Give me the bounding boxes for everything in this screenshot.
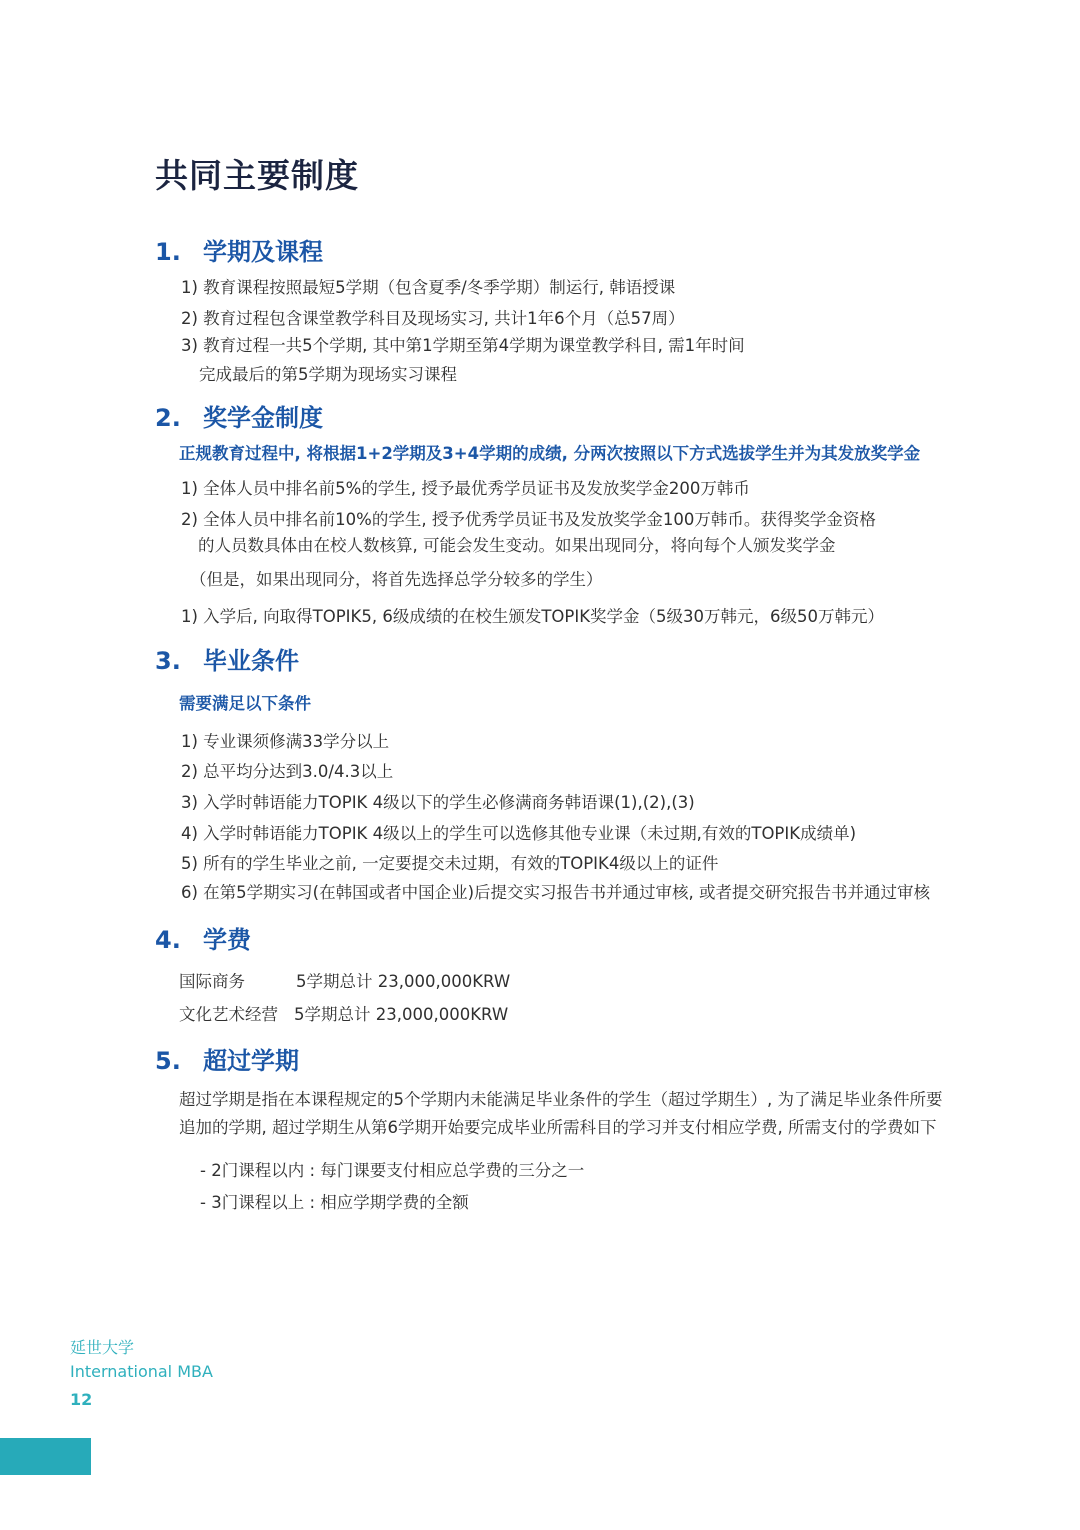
list-item: 1) 入学后, 向取得TOPIK5, 6级成绩的在校生颁发TOPIK奖学金（5级30万韩元，6级50万韩元）	[181, 607, 885, 626]
section-title: 奖学金制度	[203, 404, 323, 432]
list-item: 6) 在第5学期实习(在韩国或者中国企业)后提交实习报告书并通过审核, 或者提交研究报告书并通过审核	[181, 883, 931, 902]
list-item-continuation: 的人员数具体由在校人数核算, 可能会发生变动。如果出现同分，将向每个人颁发奖学金	[198, 536, 836, 555]
fee-program: 文化艺术经营	[179, 1005, 278, 1024]
footer-accent-bar	[0, 1438, 91, 1475]
section-number: 5.	[155, 1047, 181, 1075]
list-item: 4) 入学时韩语能力TOPIK 4级以上的学生可以选修其他专业课（未过期,有效的TOPIK成绩单)	[181, 824, 857, 843]
section-number: 1.	[155, 238, 181, 266]
paragraph-line: 超过学期是指在本课程规定的5个学期内未能满足毕业条件的学生（超过学期生）, 为了满足毕业条件所要	[179, 1090, 943, 1109]
section-intro: 需要满足以下条件	[179, 694, 311, 713]
footer-university: 延世大学	[70, 1338, 135, 1357]
list-item: 1) 教育课程按照最短5学期（包含夏季/冬季学期）制运行, 韩语授课	[181, 278, 676, 297]
list-item: 2) 教育过程包含课堂教学科目及现场实习, 共计1年6个月（总57周）	[181, 309, 685, 328]
section-5-heading	[155, 1041, 299, 1076]
list-item: 3) 入学时韩语能力TOPIK 4级以下的学生必修满商务韩语课(1),(2),(3)	[181, 793, 695, 812]
section-4-heading	[155, 920, 251, 955]
paragraph-line: 追加的学期, 超过学期生从第6学期开始要完成毕业所需科目的学习并支付相应学费, 所需支付的学费如下	[179, 1118, 937, 1137]
section-1-heading	[155, 232, 323, 267]
list-item-continuation: 完成最后的第5学期为现场实习课程	[199, 365, 457, 384]
list-item: - 2门课程以内 : 每门课要支付相应总学费的三分之一	[200, 1161, 585, 1180]
section-number: 3.	[155, 647, 181, 675]
footer-program: International MBA	[70, 1362, 213, 1381]
list-item-note: （但是，如果出现同分，将首先选择总学分较多的学生）	[190, 570, 603, 589]
section-3-heading	[155, 641, 299, 676]
list-item: 1) 专业课须修满33学分以上	[181, 732, 390, 751]
page-title: 共同主要制度	[155, 156, 359, 195]
list-item: 2) 总平均分达到3.0/4.3以上	[181, 762, 394, 781]
list-item: 2) 全体人员中排名前10%的学生, 授予优秀学员证书及发放奖学金100万韩币。获得奖学金资格	[181, 510, 876, 529]
list-item: - 3门课程以上 : 相应学期学费的全额	[200, 1193, 469, 1212]
section-title: 学期及课程	[203, 238, 323, 266]
section-intro: 正规教育过程中, 将根据1+2学期及3+4学期的成绩, 分两次按照以下方式选拔学生并为其发放奖学金	[179, 444, 921, 463]
section-number: 2.	[155, 404, 181, 432]
list-item: 5) 所有的学生毕业之前, 一定要提交未过期，有效的TOPIK4级以上的证件	[181, 854, 719, 873]
section-title: 超过学期	[203, 1047, 299, 1075]
page-number: 12	[70, 1390, 93, 1409]
fee-amount: 5学期总计 23,000,000KRW	[294, 1005, 509, 1024]
section-number: 4.	[155, 926, 181, 954]
section-title: 毕业条件	[203, 647, 299, 675]
list-item: 1) 全体人员中排名前5%的学生, 授予最优秀学员证书及发放奖学金200万韩币	[181, 479, 750, 498]
fee-program: 国际商务	[179, 972, 245, 991]
list-item: 3) 教育过程一共5个学期, 其中第1学期至第4学期为课堂教学科目, 需1年时间	[181, 336, 745, 355]
section-title: 学费	[203, 926, 251, 954]
section-2-heading	[155, 398, 323, 433]
fee-amount: 5学期总计 23,000,000KRW	[296, 972, 511, 991]
